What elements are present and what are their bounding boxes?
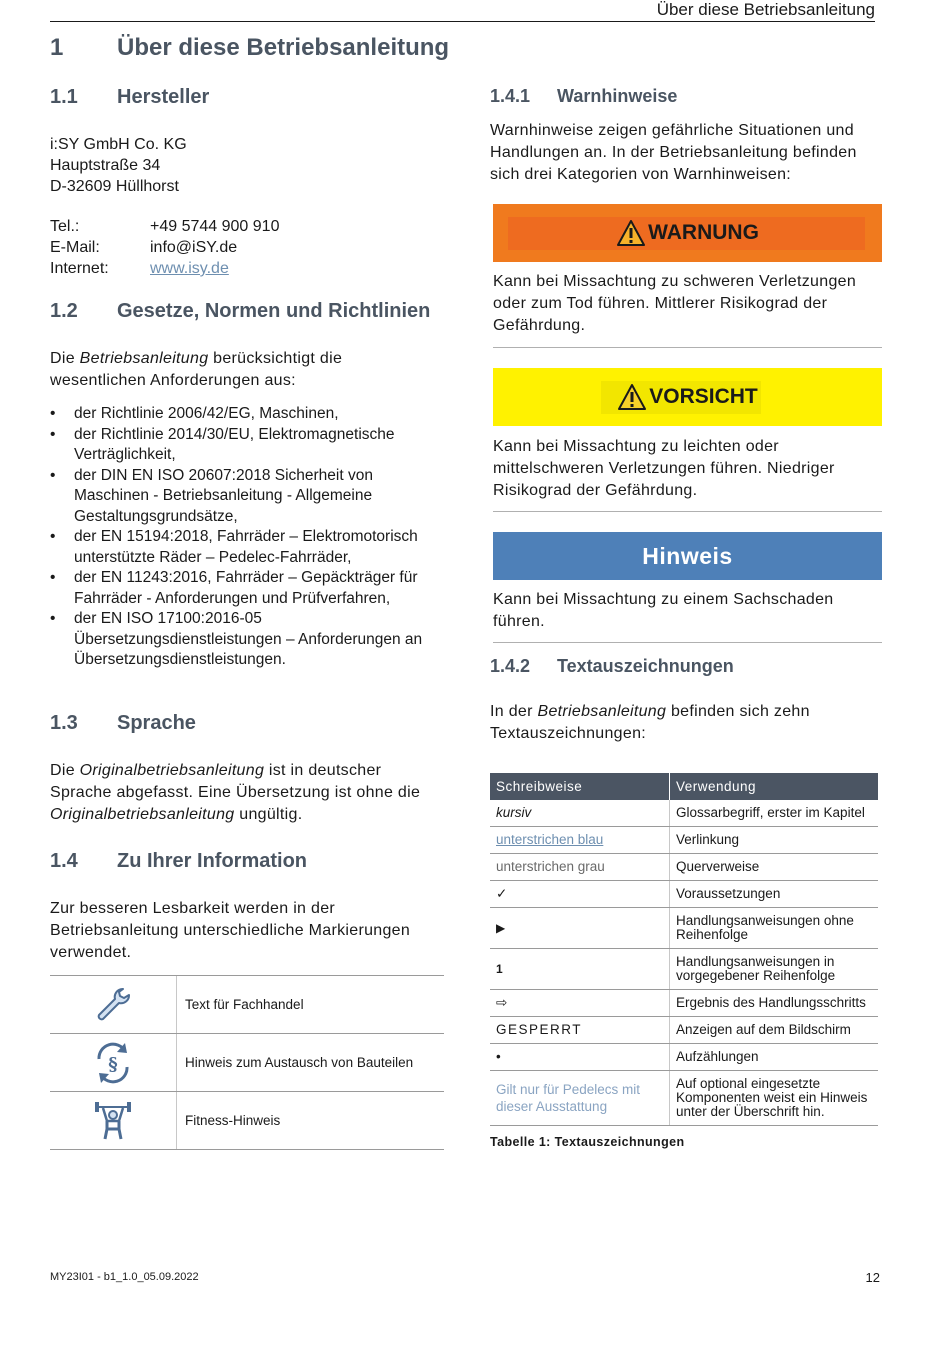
- list-item: • der EN 15194:2018, Fahrräder – Elektromotorisch unterstützte Räder – Pedelec-Fahrräder,: [50, 527, 445, 568]
- section-heading-1-3: [50, 712, 196, 735]
- section-number: 1.3: [50, 712, 78, 734]
- table-cell: Gilt nur für Pedelecs mit dieser Ausstattung: [490, 1071, 670, 1126]
- caution-text: Kann bei Missachtung zu leichten oder mittelschweren Verletzungen führen. Niedriger Risikograd der Gefährdung.: [493, 438, 835, 499]
- table-row: [490, 1071, 878, 1126]
- text-run: ungültig.: [234, 806, 303, 823]
- manufacturer-address: [50, 134, 187, 197]
- caution-triangle-icon: [617, 383, 647, 411]
- glossary-term: Originalbetriebsanleitung: [50, 806, 235, 823]
- warning-triangle-icon: [616, 219, 646, 247]
- icon-description: Fitness-Hinweis: [185, 1113, 281, 1128]
- wrench-icon: [50, 976, 177, 1033]
- table-cell: Handlungsanweisungen ohne Reihenfolge: [670, 908, 879, 949]
- markup-table: [490, 773, 878, 1126]
- warning-text: Kann bei Missachtung zu schweren Verletzungen oder zum Tod führen. Mittlerer Risikograd der Gefährdung.: [493, 273, 857, 334]
- table-cell: Aufzählungen: [670, 1044, 879, 1071]
- list-item: • der EN 11243:2016, Fahrräder – Gepäckträger für Fahrräder - Anforderungen und Prüfverfahren,: [50, 568, 445, 609]
- table-cell: 1: [490, 949, 670, 990]
- table-row: [490, 800, 878, 827]
- contact-internet: [50, 258, 279, 279]
- caution-label: VORSICHT: [649, 385, 758, 408]
- laws-list: [50, 404, 445, 671]
- text-run: Die: [50, 762, 80, 779]
- list-item: • der Richtlinie 2014/30/EU, Elektromagnetische Verträglichkeit,: [50, 425, 445, 466]
- glossary-term: Originalbetriebsanleitung: [79, 762, 265, 779]
- column-header: Schreibweise: [490, 773, 670, 800]
- fitness-icon: [50, 1092, 177, 1149]
- contact-phone: [50, 216, 279, 237]
- table-cell: Querverweise: [670, 854, 879, 881]
- notice-label: Hinweis: [642, 542, 733, 569]
- caution-label-row: [493, 383, 882, 411]
- table-cell: kursiv: [490, 800, 670, 827]
- contact-label: Tel.:: [50, 218, 80, 235]
- list-item: • der EN ISO 17100:2016-05 Übersetzungsdienstleistungen – Anforderungen an Übersetzungsdienstleistungen.: [50, 609, 445, 671]
- address-line: i:SY GmbH Co. KG: [50, 136, 187, 153]
- text-run: berücksichtigt die wesentlichen Anforderungen aus:: [50, 350, 343, 389]
- caution-banner: [493, 368, 882, 426]
- checkmark-icon: ✓: [490, 881, 670, 908]
- table-cell: Ergebnis des Handlungsschritts: [670, 990, 879, 1017]
- info-paragraph: Zur besseren Lesbarkeit werden in der Betriebsanleitung unterschiedliche Markierungen verwendet.: [50, 900, 411, 961]
- section-number: 1.4: [50, 850, 78, 872]
- address-line: Hauptstraße 34: [50, 157, 161, 174]
- section-heading-1-1: [50, 86, 209, 109]
- marker-icon-table: [50, 975, 444, 1150]
- table-row: [490, 1044, 878, 1071]
- table-row: [490, 908, 878, 949]
- icon-description: Hinweis zum Austausch von Bauteilen: [185, 1055, 414, 1070]
- table-cell: GESPERRT: [490, 1017, 670, 1044]
- section-number: 1.4.2: [490, 656, 531, 676]
- table-row: [490, 1017, 878, 1044]
- text-run: ist in deutscher Sprache abgefasst. Eine Übersetzung ist ohne die: [50, 762, 421, 801]
- section-title: Warnhinweise: [557, 86, 678, 106]
- warning-label: WARNUNG: [648, 221, 759, 244]
- section-title: Gesetze, Normen und Richtlinien: [117, 300, 431, 322]
- contact-block: [50, 216, 279, 279]
- icon-description: Text für Fachhandel: [185, 997, 304, 1012]
- contact-value: info@iSY.de: [150, 239, 238, 256]
- table-row: [50, 1034, 444, 1092]
- table-row: [490, 827, 878, 854]
- column-header: Verwendung: [670, 773, 879, 800]
- separator: [493, 511, 882, 512]
- chapter-heading: [50, 34, 449, 62]
- warning-label-row: [493, 219, 882, 247]
- section-heading-1-4-2: [490, 656, 734, 677]
- table-row: [490, 990, 878, 1017]
- table-row: [50, 976, 444, 1034]
- arrow-right-icon: ⇨: [490, 990, 670, 1017]
- glossary-term: Betriebsanleitung: [537, 703, 667, 720]
- contact-email: [50, 237, 279, 258]
- table-cell: Voraussetzungen: [670, 881, 879, 908]
- laws-intro: [50, 348, 390, 392]
- section-title: Hersteller: [117, 86, 210, 108]
- section-number: 1.2: [50, 300, 78, 322]
- chapter-title: Über diese Betriebsanleitung: [117, 34, 450, 61]
- glossary-term: Betriebsanleitung: [79, 350, 209, 367]
- paragraph-exchange-icon: [50, 1034, 177, 1091]
- section-heading-1-4-1: [490, 86, 677, 107]
- svg-text:§: §: [108, 1053, 118, 1075]
- table-row: [490, 949, 878, 990]
- table-cell: unterstrichen grau: [490, 854, 670, 881]
- section-title: Textauszeichnungen: [557, 656, 734, 676]
- warning-banner: [493, 204, 882, 262]
- notice-banner: [493, 532, 882, 580]
- table-cell: Auf optional eingesetzte Komponenten weist ein Hinweis unter der Überschrift hin.: [670, 1071, 879, 1126]
- table-caption: Tabelle 1: Textauszeichnungen: [490, 1135, 685, 1149]
- website-link[interactable]: www.isy.de: [150, 260, 229, 277]
- text-run: befinden sich zehn Textauszeichnungen:: [490, 703, 810, 742]
- document-id: MY23I01 - b1_1.0_05.09.2022: [50, 1271, 199, 1283]
- section-title: Zu Ihrer Information: [117, 850, 307, 872]
- section-title: Sprache: [117, 712, 196, 734]
- text-run: In der: [490, 703, 538, 720]
- table-cell: Handlungsanweisungen in vorgegebener Reihenfolge: [670, 949, 879, 990]
- text-run: Die: [50, 350, 80, 367]
- table-row: [50, 1092, 444, 1150]
- contact-value: +49 5744 900 910: [150, 218, 280, 235]
- header-rule: [50, 21, 875, 22]
- notice-text: Kann bei Missachtung zu einem Sachschaden führen.: [493, 591, 834, 630]
- table-cell: Glossarbegriff, erster im Kapitel: [670, 800, 879, 827]
- address-line: D-32609 Hüllhorst: [50, 178, 179, 195]
- list-item: • der Richtlinie 2006/42/EG, Maschinen,: [50, 404, 445, 425]
- language-paragraph: [50, 760, 445, 826]
- page-number: 12: [865, 1270, 880, 1285]
- table-cell: unterstrichen blau: [490, 827, 670, 854]
- contact-label: Internet:: [50, 260, 109, 277]
- list-item: • der DIN EN ISO 20607:2018 Sicherheit von Maschinen - Betriebsanleitung - Allgemeine Gestaltungsgrundsätze,: [50, 466, 445, 528]
- running-header: Über diese Betriebsanleitung: [656, 0, 875, 19]
- bullet-icon: •: [490, 1044, 670, 1071]
- play-triangle-icon: ▶: [490, 908, 670, 949]
- table-cell: Verlinkung: [670, 827, 879, 854]
- warnings-intro: Warnhinweise zeigen gefährliche Situationen und Handlungen an. In der Betriebsanleitung befinden sich drei Kategorien von Warnhinweisen:: [490, 122, 857, 183]
- section-number: 1.1: [50, 86, 78, 108]
- contact-label: E-Mail:: [50, 239, 100, 256]
- chapter-number: 1: [50, 34, 64, 61]
- table-cell: Anzeigen auf dem Bildschirm: [670, 1017, 879, 1044]
- section-heading-1-4: [50, 850, 307, 873]
- separator: [493, 347, 882, 348]
- table-row: [490, 881, 878, 908]
- separator: [493, 642, 882, 643]
- table-header-row: [490, 773, 878, 800]
- section-number: 1.4.1: [490, 86, 531, 106]
- section-heading-1-2: [50, 300, 430, 323]
- table-row: [490, 854, 878, 881]
- markup-intro: [490, 701, 880, 745]
